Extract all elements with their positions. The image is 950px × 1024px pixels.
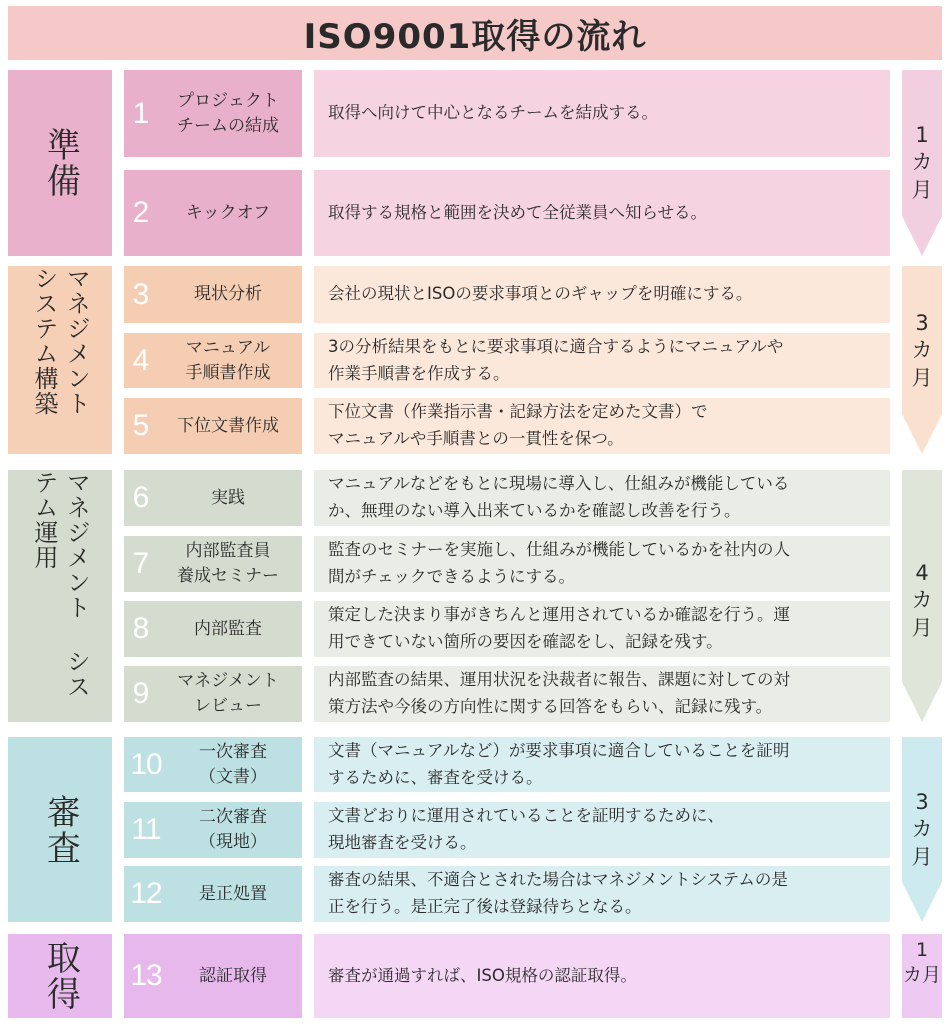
step-description: 取得へ向けて中心となるチームを結成する。 [314,70,890,157]
step-description: マニュアルなどをもとに現場に導入し、仕組みが機能している か、無理のない導入出来ているかを確認し改善を行う。 [314,470,890,526]
page-title: ISO9001取得の流れ [8,6,942,60]
step-name: 一次審査 （文書） [199,741,267,787]
phase-acquisition [8,934,112,1018]
step-name: 現状分析 [194,284,262,305]
phase-label: 準備 [40,127,81,199]
step-10 [124,737,302,792]
step-number: 10 [130,747,162,781]
step-13 [124,934,302,1018]
phase-system-build [8,266,112,454]
step-5 [124,398,302,454]
step-description: 下位文書（作業指示書・記録方法を定めた文書）で マニュアルや手順書との一貫性を保つ。 [314,398,890,454]
step-description: 策定した決まり事がきちんと運用されているか確認を行う。運 用できていない箇所の要因を確認をし、記録を残す。 [314,601,890,657]
phase-preparation [8,70,112,256]
step-name: キックオフ [185,202,271,223]
step-description: 審査の結果、不適合とされた場合はマネジメントシステムの是 正を行う。是正完了後は登録待ちとなる。 [314,866,890,922]
duration-arrow [902,70,942,256]
step-description: 文書（マニュアルなど）が要求事項に適合していることを証明 するために、審査を受ける。 [314,737,890,792]
phase-label: 審査 [40,793,81,866]
step-number: 3 [132,277,150,311]
phase-label: 取得 [40,940,81,1012]
step-name: 実践 [211,487,245,508]
step-4 [124,333,302,388]
step-7 [124,536,302,592]
step-number: 12 [130,877,162,910]
duration-arrow [902,470,942,722]
step-number: 6 [132,481,150,514]
step-12 [124,866,302,922]
step-name: プロジェクト チームの結成 [177,90,279,136]
duration-label: 1 カ月 [911,123,933,202]
step-name: 内部監査員 養成セミナー [177,541,279,586]
duration-label: 3 カ月 [911,790,933,869]
phase-label: マネジメント システム構築 [30,266,91,416]
step-number: 5 [132,409,150,442]
step-number: 1 [132,96,150,130]
duration-arrow [902,266,942,454]
step-number: 11 [131,813,161,846]
step-name: マネジメント レビュー [177,671,279,716]
step-number: 13 [130,959,162,992]
step-number: 2 [132,196,150,229]
step-name: 下位文書作成 [177,415,279,436]
step-description: 会社の現状とISOの要求事項とのギャップを明確にする。 [314,266,890,323]
step-11 [124,802,302,858]
step-description: 取得する規格と範囲を決めて全従業員へ知らせる。 [314,170,890,256]
step-number: 4 [132,343,150,377]
step-3 [124,266,302,323]
step-name: 内部監査 [194,618,262,639]
duration-arrow [902,737,942,922]
step-6 [124,470,302,526]
duration-label: 4 カ月 [911,561,933,640]
duration-label: 3 カ月 [911,311,933,390]
step-description: 3の分析結果をもとに要求事項に適合するようにマニュアルや 作業手順書を作成する。 [314,333,890,388]
step-1 [124,70,302,157]
duration-arrow [902,934,942,1018]
step-description: 監査のセミナーを実施し、仕組みが機能しているかを社内の人 間がチェックできるようにする。 [314,536,890,592]
step-description: 審査が通過すれば、ISO規格の認証取得。 [314,934,890,1018]
step-number: 9 [132,677,150,710]
step-name: 二次審査 （現地） [199,807,267,852]
step-8 [124,601,302,657]
phase-label: マネジメント システム運用 [30,470,91,699]
step-2 [124,170,302,256]
duration-label: 1 カ月 [902,939,941,986]
step-number: 8 [132,612,150,645]
step-name: 是正処置 [199,883,267,904]
step-description: 内部監査の結果、運用状況を決裁者に報告、課題に対しての対 策方法や今後の方向性に関する回答をもらい、記録に残す。 [314,666,890,722]
step-description: 文書どおりに運用されていることを証明するために、 現地審査を受ける。 [314,802,890,858]
step-name: 認証取得 [199,965,267,986]
phase-system-operation [8,470,112,722]
step-number: 7 [132,547,150,580]
step-name: マニュアル 手順書作成 [185,337,271,383]
phase-audit [8,737,112,922]
step-9 [124,666,302,722]
